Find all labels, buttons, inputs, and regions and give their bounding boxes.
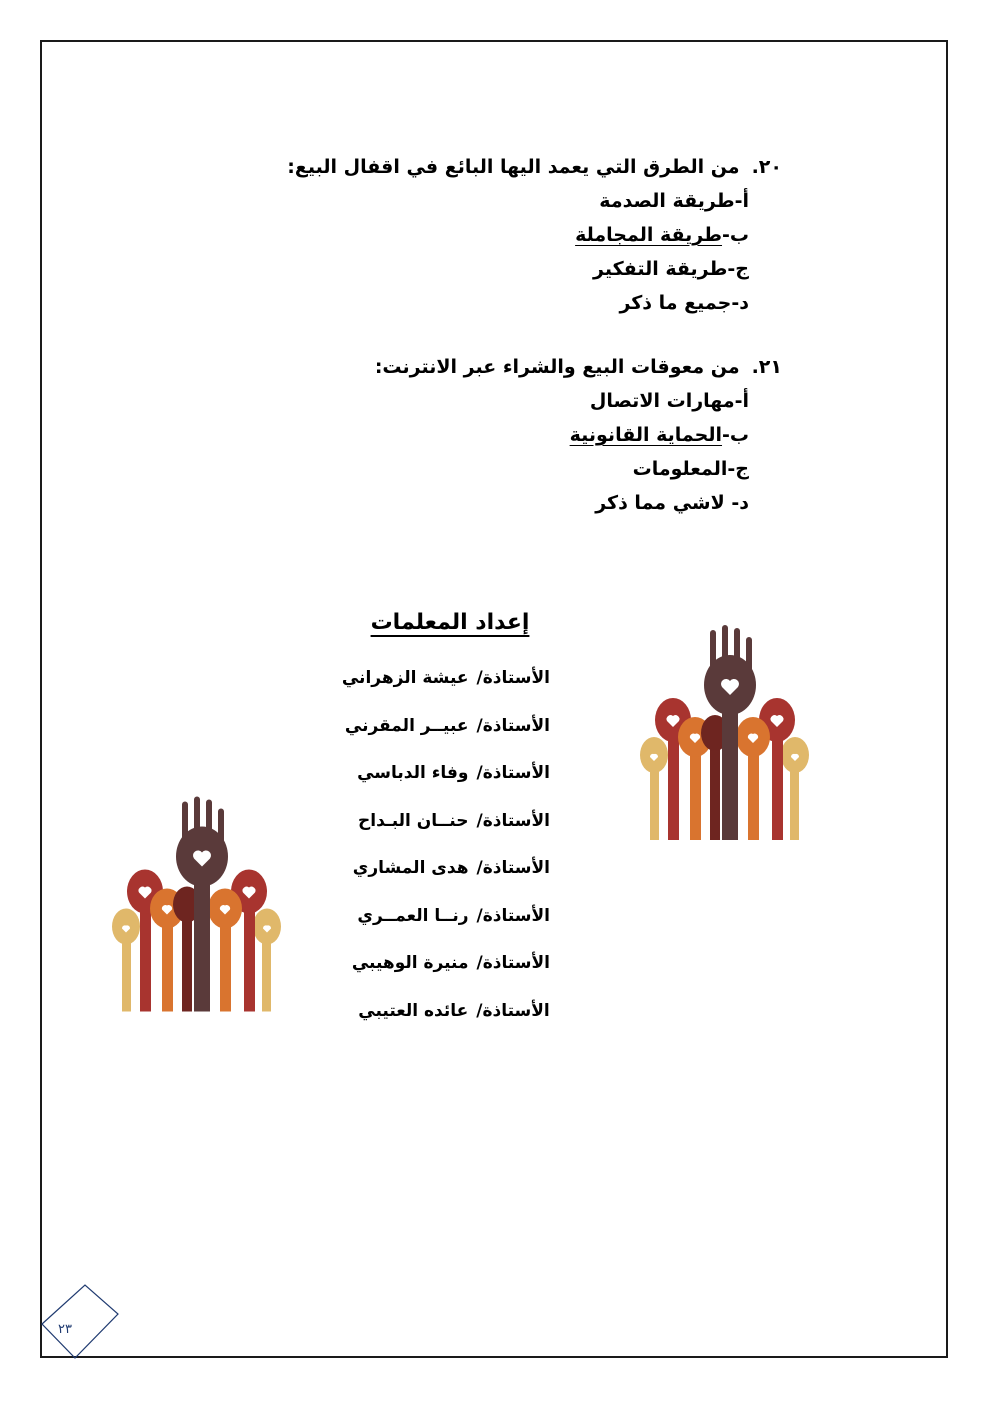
option-d: د-جميع ما ذكر — [619, 292, 749, 314]
credits-section — [341, 610, 550, 1035]
option-a: أ-مهارات الاتصال — [589, 390, 749, 412]
raised-hands-hearts-icon — [630, 625, 820, 840]
page-number-badge — [40, 1284, 120, 1360]
teacher-name: الأستاذة/رنــا العمــري — [357, 905, 550, 926]
option-b: ب-طريقة المجاملة — [575, 224, 749, 246]
diamond-shape-icon — [40, 1284, 120, 1360]
question-stem — [287, 150, 782, 184]
teacher-name: الأستاذة/عبيــر المقرني — [344, 715, 550, 736]
option-c: ج-طريقة التفكير — [593, 258, 749, 280]
correct-answer: طريقة المجاملة — [575, 224, 723, 246]
teacher-name: الأستاذة/هدى المشاري — [352, 858, 550, 878]
option-c: ج-المعلومات — [632, 458, 749, 480]
page-number: ٢٣ — [58, 1322, 72, 1337]
question-text: من الطرق التي يعمد اليها البائع في اقفال البيع: — [287, 156, 740, 178]
question-number: ٢٠. — [751, 156, 782, 178]
teacher-name: الأستاذة/حنــان البـداح — [358, 810, 550, 831]
option-d: د- لاشي مما ذكر — [595, 492, 749, 514]
question-stem — [375, 350, 782, 384]
option-b: ب-الحماية القانونية — [569, 424, 749, 446]
teacher-name: الأستاذة/منيرة الوهيبي — [351, 953, 550, 973]
option-a: أ-طريقة الصدمة — [599, 190, 749, 212]
correct-answer: الحماية القانونية — [569, 424, 723, 446]
teacher-name: الأستاذة/وفاء الدباسي — [357, 763, 550, 783]
raised-hands-hearts-icon — [102, 795, 292, 1013]
question-20 — [287, 150, 782, 320]
teacher-name: الأستاذة/عيشة الزهراني — [341, 668, 550, 688]
teacher-name: الأستاذة/عائده العتيبي — [358, 1000, 550, 1021]
question-text: من معوقات البيع والشراء عبر الانترنت: — [374, 356, 740, 378]
question-21 — [375, 350, 782, 520]
question-number: ٢١. — [751, 356, 782, 378]
credits-heading: إعداد المعلمات — [370, 610, 530, 635]
